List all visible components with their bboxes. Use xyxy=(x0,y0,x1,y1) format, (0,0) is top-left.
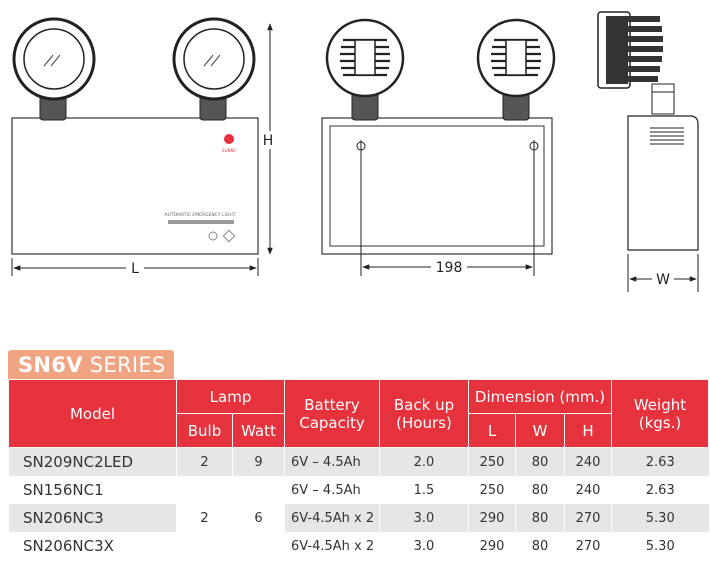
side-view xyxy=(598,12,698,292)
front-left-lamp xyxy=(14,19,94,120)
header-dimension: Dimension (mm.) xyxy=(469,380,612,414)
cell-dim-l: 250 xyxy=(469,448,516,477)
length-label: L xyxy=(131,261,139,277)
series-name-bold: SN6V xyxy=(18,353,83,377)
front-panel-text: AUTOMATIC EMERGENCY LIGHT xyxy=(164,213,236,218)
cell-model: SN206NC3X xyxy=(9,532,177,560)
table-row xyxy=(9,476,709,504)
series-name-light: SERIES xyxy=(82,353,166,377)
cell-backup: 3.0 xyxy=(380,532,469,560)
header-model: Model xyxy=(9,380,177,448)
cell-backup: 2.0 xyxy=(380,448,469,477)
header-dim-w: W xyxy=(516,414,565,448)
cell-dim-w: 80 xyxy=(516,476,565,504)
header-backup xyxy=(380,380,469,448)
header-dim-l: L xyxy=(469,414,516,448)
cell-weight: 5.30 xyxy=(612,532,709,560)
series-title xyxy=(18,353,166,377)
cell-dim-l: 250 xyxy=(469,476,516,504)
header-backup-line1: Back up xyxy=(393,395,455,414)
cell-dim-h: 240 xyxy=(565,476,612,504)
cell-bulb: 2 xyxy=(177,448,233,477)
cell-backup: 3.0 xyxy=(380,504,469,532)
cell-backup: 1.5 xyxy=(380,476,469,504)
back-view-body xyxy=(322,118,552,254)
cell-dim-w: 80 xyxy=(516,532,565,560)
header-backup-line2: (Hours) xyxy=(396,413,452,432)
header-watt: Watt xyxy=(233,414,285,448)
cell-model: SN209NC2LED xyxy=(9,448,177,477)
cell-dim-h: 240 xyxy=(565,448,612,477)
height-label: H xyxy=(262,133,274,149)
cell-battery: 6V – 4.5Ah xyxy=(285,448,380,477)
cell-weight: 2.63 xyxy=(612,476,709,504)
table-row xyxy=(9,532,709,560)
header-weight xyxy=(612,380,709,448)
fixing-span-label: 198 xyxy=(435,260,463,276)
cell-dim-l: 290 xyxy=(469,504,516,532)
cell-watt-merged: 6 xyxy=(233,476,285,560)
header-bulb: Bulb xyxy=(177,414,233,448)
cell-model: SN156NC1 xyxy=(9,476,177,504)
header-battery-line2: Capacity xyxy=(299,413,365,432)
brand-logo-text: SUNNY xyxy=(222,148,236,153)
series-tab xyxy=(8,350,174,379)
width-label: W xyxy=(656,272,670,288)
back-view xyxy=(322,20,554,276)
table-row xyxy=(9,448,709,477)
back-left-lamp xyxy=(327,20,403,120)
header-weight-line2: (kgs.) xyxy=(638,413,682,432)
cell-watt: 9 xyxy=(233,448,285,477)
cell-dim-l: 290 xyxy=(469,532,516,560)
table-row xyxy=(9,504,709,532)
front-view xyxy=(12,19,278,277)
header-dim-h: H xyxy=(565,414,612,448)
cell-battery: 6V-4.5Ah x 2 xyxy=(285,532,380,560)
spec-table xyxy=(8,379,709,560)
cell-weight: 5.30 xyxy=(612,504,709,532)
front-view-body xyxy=(12,118,258,254)
front-right-lamp xyxy=(174,19,254,120)
cell-battery: 6V – 4.5Ah xyxy=(285,476,380,504)
cell-bulb-merged: 2 xyxy=(177,476,233,560)
cell-model: SN206NC3 xyxy=(9,504,177,532)
header-weight-line1: Weight xyxy=(633,395,687,414)
header-battery xyxy=(285,380,380,448)
cell-dim-w: 80 xyxy=(516,448,565,477)
cell-dim-h: 270 xyxy=(565,504,612,532)
header-lamp: Lamp xyxy=(177,380,285,414)
cell-battery: 6V-4.5Ah x 2 xyxy=(285,504,380,532)
cell-dim-h: 270 xyxy=(565,532,612,560)
cell-weight: 2.63 xyxy=(612,448,709,477)
cell-dim-w: 80 xyxy=(516,504,565,532)
back-right-lamp xyxy=(478,20,554,120)
header-battery-line1: Battery xyxy=(304,395,360,414)
